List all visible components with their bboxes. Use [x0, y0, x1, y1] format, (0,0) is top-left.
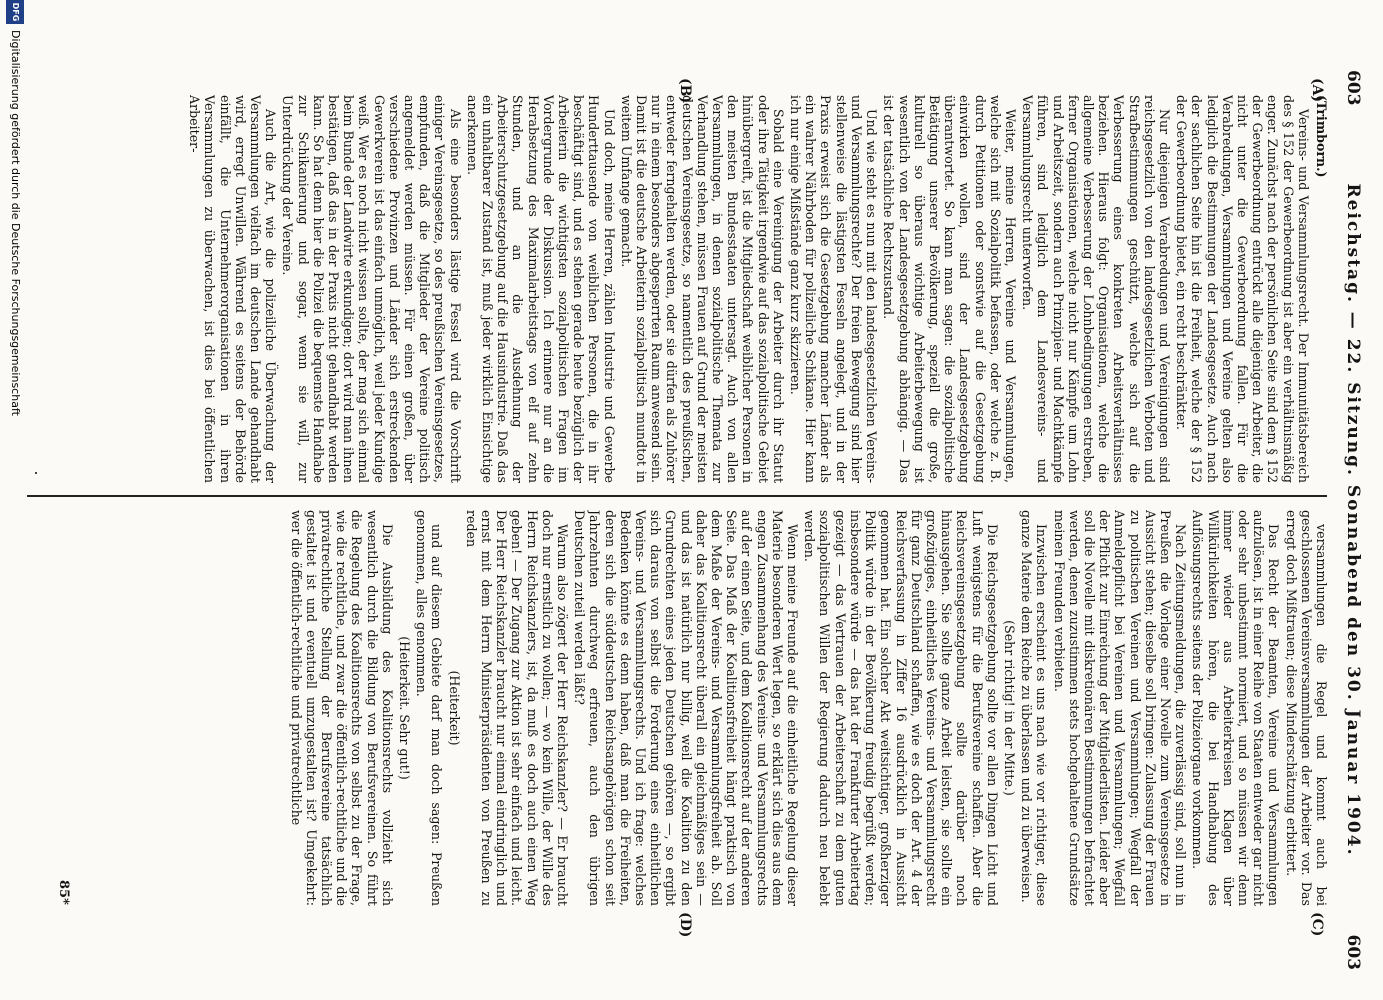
stage-direction: (Heiterkeit. Sehr gut!) — [397, 636, 413, 780]
margin-marker-c: (C) — [1309, 912, 1325, 937]
paragraph: Vereins- und Versammlungsrecht. Der Immunitätsbereich des § 152 der Gewerbeordnung ist aber ein verhältnismäßig enger. Zunächst nach der persönlichen Seite sind dem § 152 der Gewerbeordnung entrückt alle diejenigen Arbeiter, die nicht unter die Gewerbeordnung fallen. Für die Verabredungen, Versammlungen und Vereine gelten also lediglich die Bestimmungen der Landesgesetze. Auch nach der sachlichen Seite hin ist die Freiheit, welche der § 152 der Gewerbeordnung bietet, ein recht beschränkter. — [1174, 95, 1311, 483]
page-number-left: 603 — [1343, 70, 1363, 106]
page-number-right: 603 — [1343, 934, 1363, 970]
paragraph: Nach Zeitungsmeldungen, die zuverlässig sind, soll nun in Preußen die Vorlage einer Novelle zum Vereinsgesetze in Aussicht stehen; dieselbe soll bringen: Zulassung der Frauen zu politischen Vereinen und Versammlungen; Wegfall der Anmeldepflicht bei Vereinen und Versammlungen; Wegfall der Pflicht zur Einreichung der Mitgliederlisten. Leider aber soll die Novelle mit diskretionären Bestimmungen befrachtet werden, denen zuzustimmen stets hochgehaltene Grundsätze meinen Freunden verbieten. — [1051, 510, 1189, 906]
speaker-name: (Trimborn.) — [1314, 95, 1329, 178]
stage-direction: (Heiterkeit) — [446, 670, 462, 746]
paragraph: Das Recht der Beamten, Vereine und Versammlungen aufzulösen, ist in einer Reihe von Staaten entweder gar nicht oder sehr unbestimmt normiert, und so müssen wir denn immer wieder aus Arbeiterkreisen Klagen über Willkürlichkeiten hören, die bei Handhabung des Auflösungsrechts seitens der Polizeiorgane vorkommen. — [1190, 510, 1282, 906]
paragraph: Die Reichsgesetzgebung sollte vor allen Dingen Licht und Luft wenigstens für die Berufsvereine schaffen. Aber die Reichsvereinsgesetzgebung sollte darüber noch hinausgehen. Sie sollte ganze Arbeit leisten, sie sollte ein großzügiges, einheitliches Vereins- und Versammlungsrecht für ganz Deutschland schaffen, wie es doch der Art. 4 der Reichsverfassung in Ziffer 16 ausdrücklich in Aussicht genommen hat. Ein solcher Akt weitsichtiger, großherziger Politik würde in der Bevölkerung freudig begrüßt werden; insbesondere würde — das hat der Frankfurter Arbeitertag gezeigt — das Vertrauen der Arbeiterschaft zu dem guten sozialpolitischen Willen der Regierung dadurch neu belebt werden. — [802, 510, 1000, 906]
paragraph: und auf diesem Gebiete darf man doch sagen: Preußen genommen, alles genommen. — [414, 510, 445, 906]
paragraph: Inzwischen erscheint es uns nach wie vor richtiger, diese ganze Materie dem Reiche zu überlassen und zu überweisen. — [1019, 510, 1050, 906]
running-header — [1335, 70, 1369, 970]
header-title: Reichstag. — 22. Sitzung. Sonnabend den 30. Januar 1904. — [1343, 183, 1363, 857]
column-divider — [27, 495, 1327, 497]
paragraph: Als eine besonders lästige Fessel wird die Vorschrift einiger Vereinsgesetze, so des preußischen Vereinsgesetzes, empfunden, daß die Mitglieder der Vereine politisch angemeldet werden müssen. Für einen großen, über verschiedene Provinzen und Länder sich erstreckenden Gewerkverein ist das einfach unmöglich, weil jeder Kundige weiß. Wer es noch nicht wissen sollte, der mag sich einmal beim Bunde der Landwirte erkundigen; dort wird man ihnen bestätigen, daß das in der Praxis nicht gehandhabt werden kann. So hat denn hier die Polizei die bequemste Handhabe zur Schikanierung und sogar, wenn sie will, zur Unterdrückung der Vereine. — [280, 95, 463, 483]
text-column-right — [19, 510, 1329, 906]
paragraph: Nur diejenigen Verabredungen und Vereinigungen sind reichsgesetzlich von den landesgesetzlichen Verboten und Strafbestimmungen geschützt, welche sich auf die Verbesserung eines konkreten Arbeitsverhältnisses beziehen. Hieraus folgt: Organisationen, welche die allgemeine Verbesserung der Lohnbedingungen erstreben, ferner Organisationen, welche nicht nur Kämpfe um Lohn und Arbeitszeit, sondern auch Prinzipien- und Machtkämpfe führen, sind lediglich dem Landesvereins- und Versammlungsrecht unterworfen. — [1020, 95, 1172, 483]
paragraph: Sobald eine Vereinigung der Arbeiter durch ihr Statut oder ihre Tätigkeit irgendwie auf das sozialpolitische Gebiet hinübergreift, ist die Mitgliedschaft weiblicher Personen in den meisten Bundesstaaten untersagt. Auch von allen Versammlungen, in denen sozialpolitische Themata zur Verhandlung stehen, müssen Frauen auf Grund der meisten deutschen Vereinsgesetze, so namentlich des preußischen, entweder ferngehalten werden, oder sie dürfen als Zuhörer nur in einem besonders abgesperrten Raum anwesend sein. Damit ist die deutsche Arbeiterin sozialpolitisch mundtot in weitem Umfange gemacht. — [618, 95, 786, 483]
dfg-logo-icon: DFG — [6, 0, 24, 24]
credit-text: Digitalisierung gefördert durch die Deutsche Forschungsgemeinschaft — [9, 30, 22, 416]
paragraph: Wenn meine Freunde auf die einheitliche Regelung dieser Materie besonderen Wert legen, so erklärt sich dies aus dem engen Zusammenhang des Vereins- und Versammlungsrechts auf der einen Seite, und dem Koalitionsrecht auf der anderen Seite. Das Maß der Koalitionsfreiheit hängt praktisch von dem Maße der Vereins- und Versammlungsfreiheit ab. Soll daher das Koalitionsrecht überall ein gleichmäßiges sein — und das ist natürlich nur billig, weil die Koalition zu den Grundrechten eines jeden Deutschen gehören —, so ergibt sich daraus von selbst die Forderung eines einheitlichen Vereins- und Versammlungsrechts. Und ich frage: welches Bedenken könnte es denn haben, daß man die Freiheiten, deren sich die süddeutschen Reichsangehörigen schon seit Jahrzehnten durchweg erfreuen, auch den übrigen Deutschen zuteil werden läßt? — [572, 510, 801, 906]
paragraph: Auch die Art, wie die polizeiliche Überwachung der Versammlungen vielfach im deutschen Lande gehandhabt wird, erregt Unwillen. Während es seitens der Behörde einfällt, die Unternehmerorganisationen in ihren Versammlungen zu überwachen, ist dies bei öffentlichen Arbeiter- — [187, 95, 279, 483]
paragraph: Warum also zögert der Herr Reichskanzler? — Er braucht doch nur ernstlich zu wollen; — wo kein Wille, der Wille des Herrn Reichskanzlers, ist, da muß es doch auch einen Weg geben! — Der Zugang zur Aktion ist sehr einfach und leicht. Der Herr Reichskanzler braucht nur einmal eindringlich und ernst mit dem Herrn Ministerpräsidenten von Preußen zu reden — [463, 510, 571, 906]
paragraph: versammlungen die Regel und kommt auch bei geschlossenen Vereinsversammlungen der Arbeiter vor. Das erregt doch Mißtrauen; diese Minderschätzung erbittert. — [1283, 510, 1329, 906]
paragraph: Und doch, meine Herren, zählen Industrie und Gewerbe Hunderttausende von weiblichen Personen, die in ihr beschäftigt sind, und es stehen gerade heute bezüglich der Arbeiterin die wichtigsten sozialpolitischen Fragen im Vordergrunde der Diskussion. Ich erinnere nur an die Herabsetzung des Maximalarbeitstags von elf auf zehn Stunden, und an die Ausdehnung der Arbeiterschutzgesetzgebung auf die Hausindustrie. Daß das ein unhaltbarer Zustand ist, muß jeder wirklich Einsichtige anerkennen. — [464, 95, 617, 483]
text-column-left — [19, 95, 1329, 483]
margin-marker-a: (A) — [1309, 78, 1325, 103]
paragraph: Weiter, meine Herren, Vereine und Versammlungen, welche sich mit Sozialpolitik befassen, oder welche z. B. durch Petitionen oder sonstwie auf die Gesetzgebung einwirken wollen, sind der Landesgesetzgebung überantwortet. So kann man sagen: die sozialpolitische Betätigung unserer Bevölkerung, speziell die große, kulturell so überaus wichtige Arbeiterbewegung ist wesentlich von der Landesgesetzgebung abhängig. — Das ist der tatsächliche Rechtszustand. — [881, 95, 1018, 483]
sheet-number: 85* — [56, 880, 71, 905]
digitization-credit — [2, 0, 26, 990]
stage-direction: (Sehr richtig! in der Mitte.) — [1001, 620, 1017, 796]
margin-marker-d: (D) — [677, 912, 693, 938]
paragraph: Und wie steht es nun mit den landesgesetzlichen Vereins- und Versammlungsrechte? Der freien Bewegung sind hier stellenweise die lästigsten Fesseln angelegt, und in der Praxis erweist sich die Gesetzgebung mancher Länder als ein wahrer Nährboden für polizeiliche Schikane. Hier kann ich nur einige Mißstände ganz kurz skizzieren. — [788, 95, 880, 483]
paragraph: Die Ausbildung des Koalitionsrechts vollzieht sich wesentlich durch die Bildung von Berufsvereinen. So führt die Regelung des Koalitionsrechts von selbst zu der Frage, wie die rechtliche, und zwar die öffentlich-rechtliche und die privatrechtliche Stellung der Berufsvereine tatsächlich gestaltet ist und eventuell umzugestalten ist? Umgekehrt: wer die öffentlich-rechtliche und privatrechtliche — [288, 510, 395, 906]
scan-speck — [35, 472, 37, 474]
margin-marker-b: (B) — [677, 78, 693, 104]
